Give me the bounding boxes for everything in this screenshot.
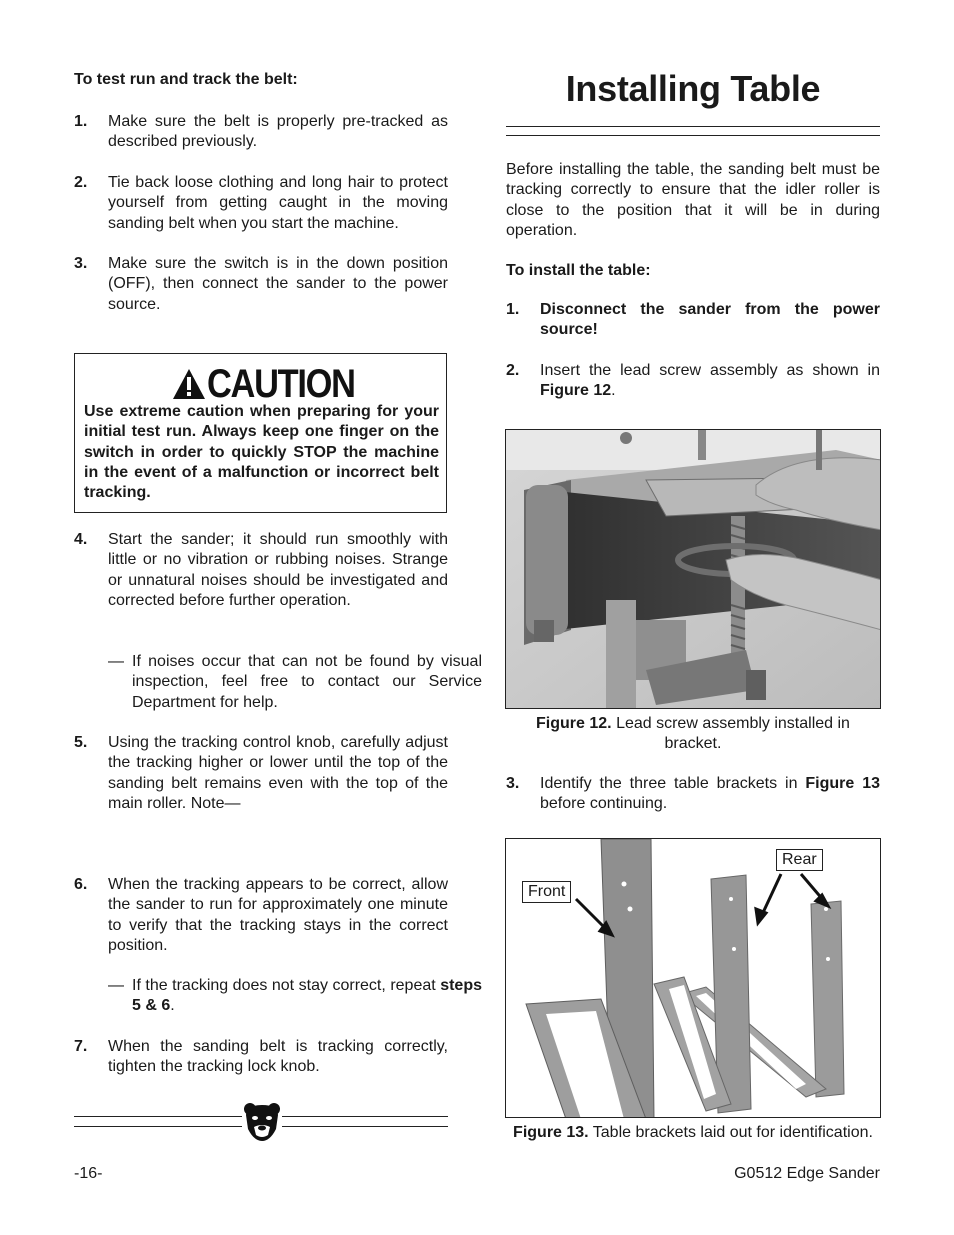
install-step-3 (506, 774, 880, 815)
step-5 (74, 733, 448, 814)
page-title: Installing Table (565, 68, 821, 109)
figure-12-caption (506, 714, 880, 755)
step-6 (74, 875, 448, 956)
warning-triangle-icon (171, 367, 207, 401)
note-4 (108, 652, 482, 713)
step-number: 5. (74, 734, 88, 751)
step-text: When the tracking appears to be correct, allow the sander to run for approximately one minute to verify that the tracking stays in the correct position. (108, 876, 448, 954)
note-6 (108, 976, 482, 1017)
figure-reference: Figure 12 (540, 382, 612, 400)
note-text-bold: steps 5 & 6 (132, 977, 482, 1015)
figure-caption-text: Table brackets laid out for identification. (592, 1124, 873, 1141)
note-text-part: If the tracking does not stay correct, repeat (132, 977, 441, 994)
footer-rule (282, 1116, 448, 1117)
note-dash: — (108, 977, 124, 994)
note-dash: — (108, 653, 124, 670)
left-column (74, 70, 448, 90)
step-3 (74, 254, 448, 315)
lead-screw-photo-icon (506, 430, 881, 709)
figure-label: Figure 12. (536, 715, 612, 732)
test-run-heading: To test run and track the belt: (74, 71, 298, 88)
install-step-1 (506, 300, 880, 341)
bear-head-icon (242, 1101, 282, 1143)
step-number: 1. (506, 301, 520, 318)
caution-title: CAUTION (207, 362, 355, 406)
step-text: Start the sander; it should run smoothly with little or no vibration or rubbing noises. Strange or unnatural noises should be investigated and corrected before further operation. (108, 531, 448, 609)
caution-header (171, 362, 379, 406)
figure-caption-text: Lead screw assembly installed in bracket. (616, 715, 850, 753)
note-text: If noises occur that can not be found by visual inspection, feel free to contact our Service Department for help. (132, 653, 482, 711)
caution-box (74, 353, 447, 513)
title-rule (506, 126, 880, 127)
intro-paragraph: Before installing the table, the sanding belt must be tracking correctly to ensure that the idler roller is close to the position that it will be in during operation. (506, 161, 880, 239)
step-number: 4. (74, 531, 88, 548)
step-text (540, 361, 880, 402)
step-text: Using the tracking control knob, carefully adjust the tracking higher or lower until the top of the sanding belt remains even with the top of the main roller. Note— (108, 734, 448, 812)
figure-13-caption (506, 1123, 880, 1143)
step-text-part: . (611, 382, 616, 400)
step-text-part: before continuing. (540, 795, 668, 813)
step-text-part: Insert the lead screw assembly as shown in (540, 362, 880, 379)
step-text: Disconnect the sander from the power source! (540, 301, 880, 339)
step-1 (74, 112, 448, 153)
step-number: 6. (74, 876, 88, 893)
step-number: 7. (74, 1038, 88, 1055)
install-heading: To install the table: (506, 262, 651, 279)
step-number: 1. (74, 113, 88, 130)
page-number: -16- (74, 1165, 103, 1182)
figure-reference: Figure 13 (805, 775, 880, 792)
front-label: Front (522, 881, 571, 903)
install-step-2 (506, 361, 880, 402)
step-text (540, 774, 880, 815)
figure-12-photo (505, 429, 881, 709)
step-2 (74, 173, 448, 234)
note-text (132, 976, 482, 1017)
rear-label: Rear (776, 849, 823, 871)
model-name: G0512 Edge Sander (734, 1165, 880, 1182)
figure-label: Figure 13. (513, 1124, 589, 1141)
footer-rule (282, 1126, 448, 1127)
step-text-part: Identify the three table brackets in (540, 775, 806, 792)
step-7 (74, 1037, 448, 1078)
step-text: Make sure the belt is properly pre-tracked as described previously. (108, 113, 448, 151)
step-text: Make sure the switch is in the down position (OFF), then connect the sander to the power source. (108, 255, 448, 313)
step-text: Tie back loose clothing and long hair to protect yourself from getting caught in the moving sanding belt when you start the machine. (108, 174, 448, 232)
footer-rule (74, 1126, 242, 1127)
figure-13-photo (505, 838, 881, 1118)
caution-text: Use extreme caution when preparing for your initial test run. Always keep one finger on the switch in order to quickly STOP the machine in the event of a malfunction or incorrect belt tracking. (84, 403, 439, 502)
step-number: 2. (74, 174, 88, 191)
step-number: 2. (506, 362, 520, 379)
step-4 (74, 530, 448, 611)
step-number: 3. (506, 775, 520, 792)
title-rule (506, 135, 880, 136)
step-text: When the sanding belt is tracking correctly, tighten the tracking lock knob. (108, 1038, 448, 1076)
footer-rule (74, 1116, 242, 1117)
note-text-part: . (170, 997, 175, 1015)
step-number: 3. (74, 255, 88, 272)
